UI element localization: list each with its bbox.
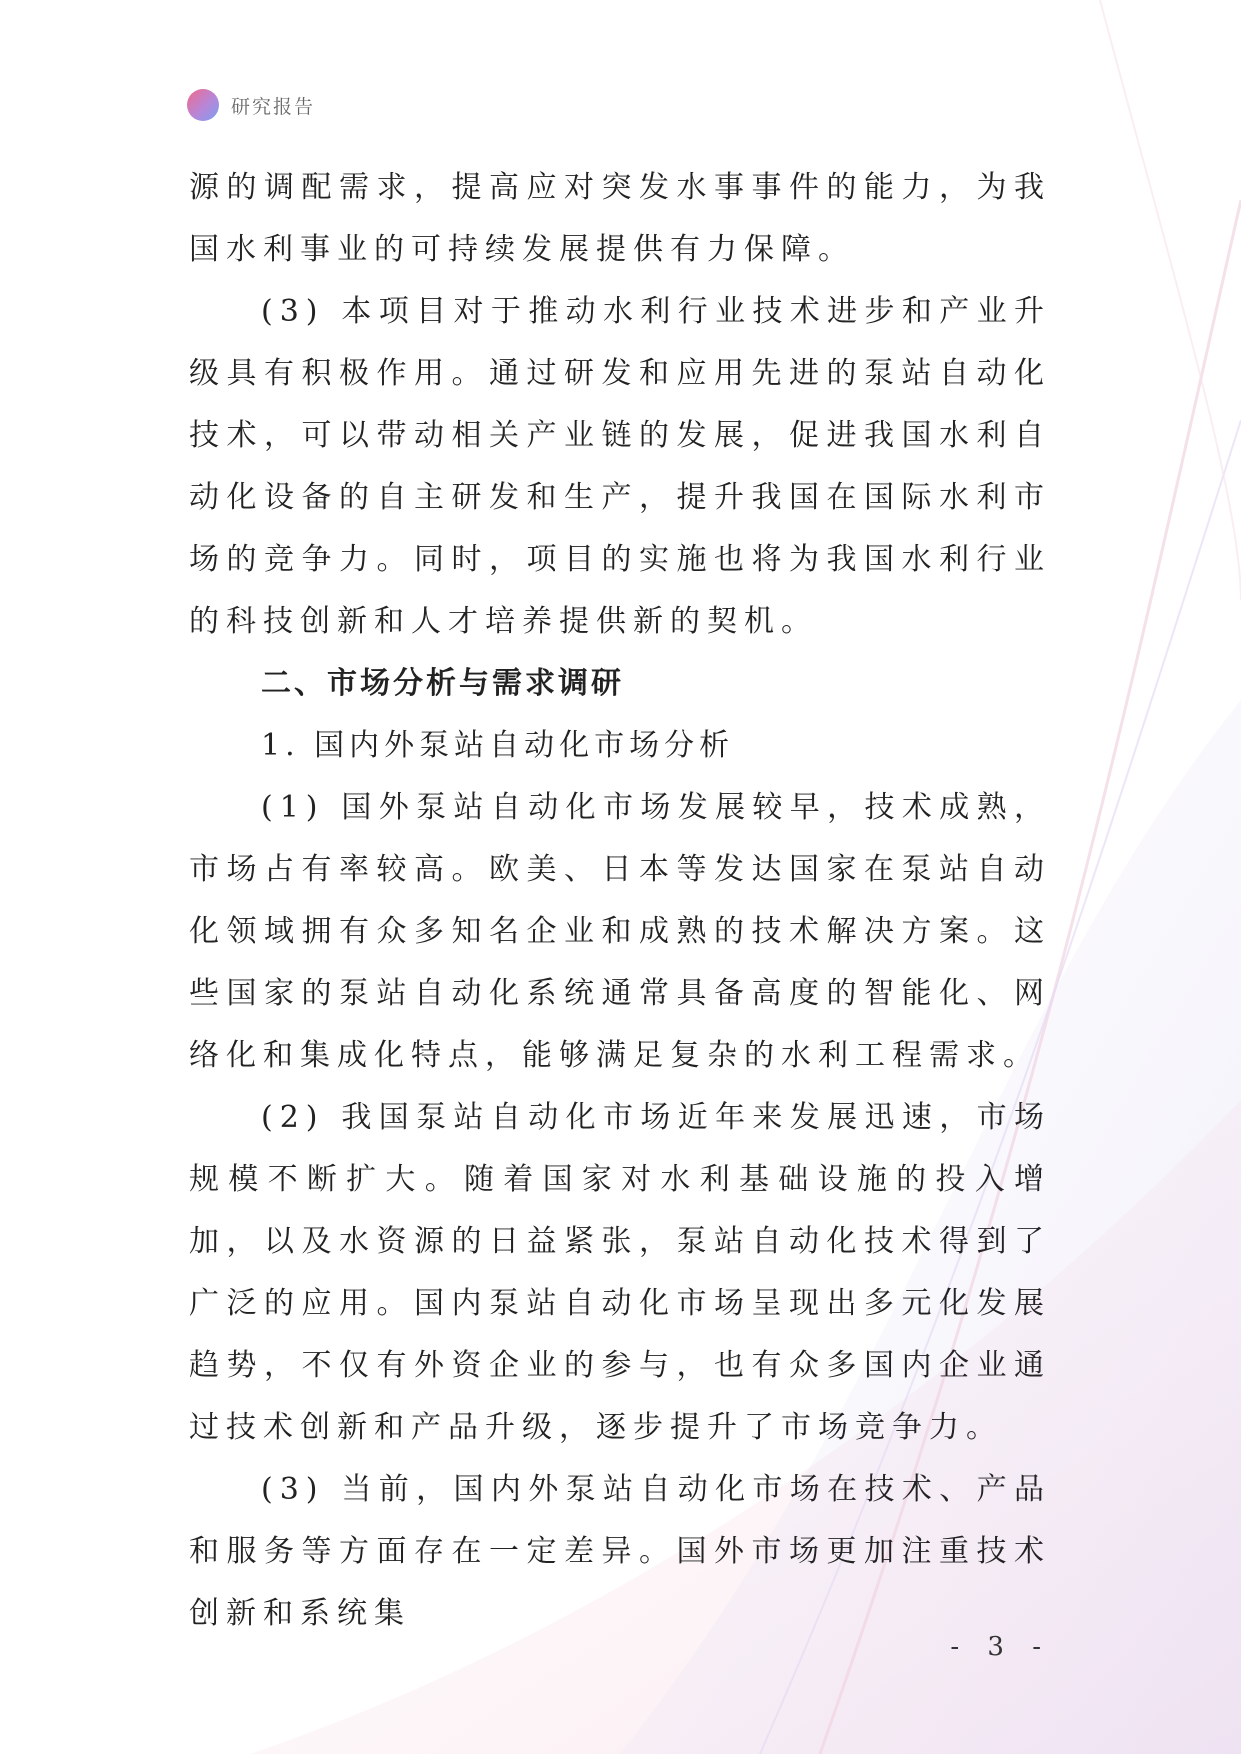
body-paragraph: (3) 当前，国内外泵站自动化市场在技术、产品和服务等方面存在一定差异。国外市场更加注重技术创新和系统集 <box>189 1472 1051 1631</box>
body-paragraph: (3) 本项目对于推动水利行业技术进步和产业升级具有积极作用。通过研发和应用先进的泵站自动化技术，可以带动相关产业链的发展，促进我国水利自动化设备的自主研发和生产，提升我国在国际水利市场的竞争力。同时，项目的实施也将为我国水利行业的科技创新和人才培养提供新的契机。 <box>189 294 1051 639</box>
document-body <box>189 157 1051 1645</box>
report-header <box>187 88 315 122</box>
body-paragraph: 源的调配需求，提高应对突发水事事件的能力，为我国水利事业的可持续发展提供有力保障。 <box>189 170 1051 267</box>
page-number: - 3 - <box>950 1632 1051 1662</box>
section-heading: 二、市场分析与需求调研 <box>261 666 624 701</box>
logo-dot <box>187 89 219 121</box>
subsection-heading: 1. 国内外泵站自动化市场分析 <box>261 728 735 763</box>
body-paragraph: (2) 我国泵站自动化市场近年来发展迅速，市场规模不断扩大。随着国家对水利基础设施的投入增加，以及水资源的日益紧张，泵站自动化技术得到了广泛的应用。国内泵站自动化市场呈现出多元化发展趋势，不仅有外资企业的参与，也有众多国内企业通过技术创新和产品升级，逐步提升了市场竞争力。 <box>189 1100 1051 1445</box>
body-paragraph: (1) 国外泵站自动化市场发展较早，技术成熟，市场占有率较高。欧美、日本等发达国家在泵站自动化领域拥有众多知名企业和成熟的技术解决方案。这些国家的泵站自动化系统通常具备高度的智能化、网络化和集成化特点，能够满足复杂的水利工程需求。 <box>189 790 1051 1073</box>
header-title: 研究报告 <box>231 95 316 118</box>
